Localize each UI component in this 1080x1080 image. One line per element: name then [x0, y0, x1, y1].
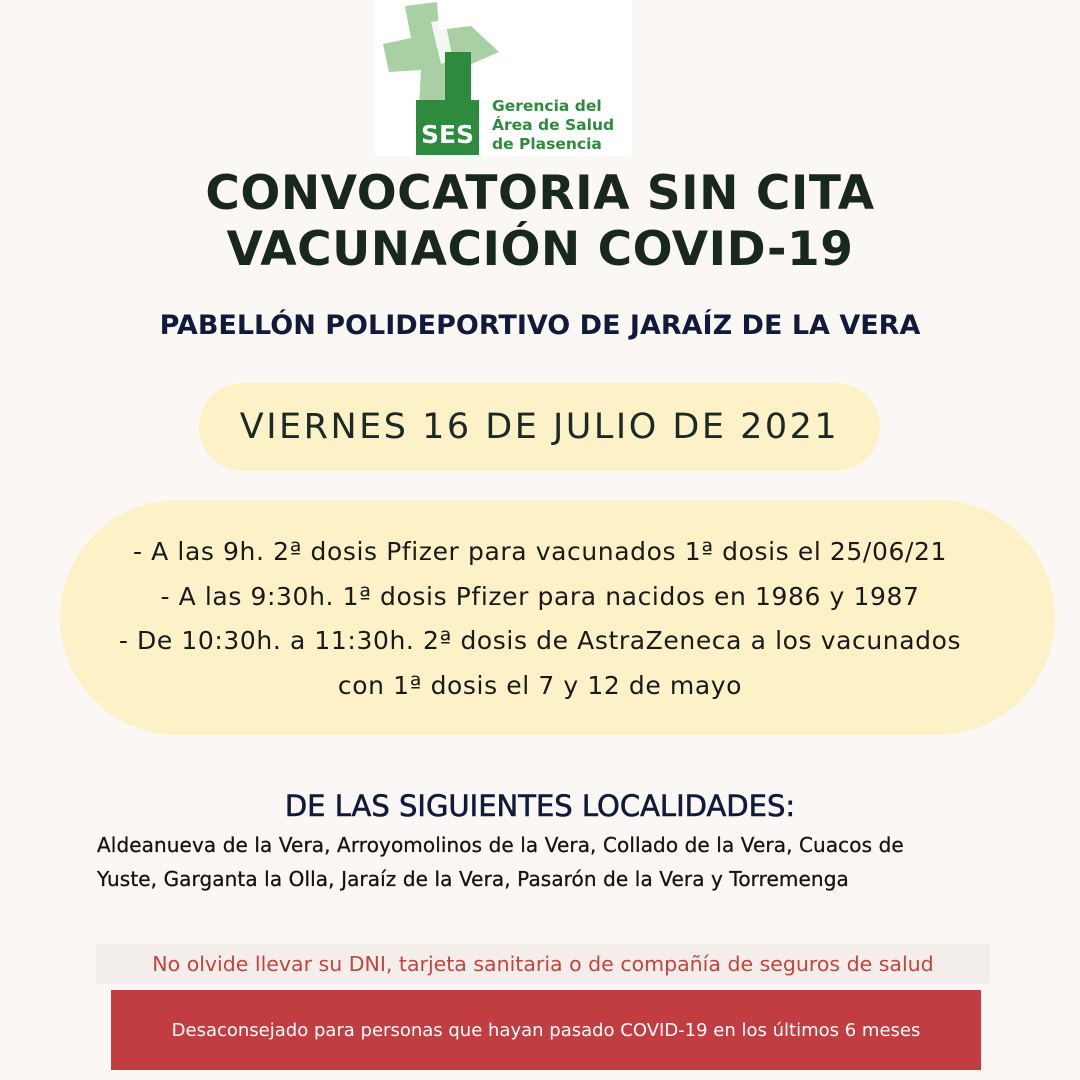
- ses-abbreviation: SES: [420, 120, 475, 149]
- logo-line-1: Gerencia del: [492, 97, 602, 115]
- schedule-line: con 1ª dosis el 7 y 12 de mayo: [337, 670, 743, 700]
- logo-line-2: Área de Salud: [492, 116, 615, 134]
- covid-warning-text: Desaconsejado para personas que hayan pasado COVID-19 en los últimos 6 meses: [171, 1019, 921, 1041]
- schedule-line: - A las 9:30h. 1ª dosis Pfizer para nacidos en 1986 y 1987: [160, 581, 920, 611]
- date-text: VIERNES 16 DE JULIO DE 2021: [239, 407, 840, 447]
- cross-dark-bar: [445, 52, 471, 102]
- covid-warning-banner: [111, 990, 981, 1070]
- localities-list: [97, 828, 1057, 896]
- schedule-line: - A las 9h. 2ª dosis Pfizer para vacunados 1ª dosis el 25/06/21: [132, 537, 948, 566]
- id-notice: [96, 944, 990, 984]
- title-line-2: VACUNACIÓN COVID-19: [226, 222, 854, 277]
- localities-line-2: Yuste, Garganta la Olla, Jaraíz de la Vera, Pasarón de la Vera y Torremenga: [97, 867, 849, 891]
- id-notice-text: No olvide llevar su DNI, tarjeta sanitaria o de compañía de seguros de salud: [152, 952, 934, 976]
- schedule-line: - De 10:30h. a 11:30h. 2ª dosis de AstraZeneca a los vacunados: [118, 626, 962, 655]
- logo-caption: [492, 97, 614, 154]
- ses-logo: [375, 0, 632, 156]
- title-line-1: CONVOCATORIA SIN CITA: [205, 166, 875, 221]
- schedule-list: [0, 530, 1080, 708]
- venue-name: PABELLÓN POLIDEPORTIVO DE JARAÍZ DE LA VERA: [159, 310, 921, 341]
- logo-line-3: de Plasencia: [492, 135, 602, 153]
- localities-heading: DE LAS SIGUIENTES LOCALIDADES:: [284, 789, 796, 823]
- localities-line-1: Aldeanueva de la Vera, Arroyomolinos de la Vera, Collado de la Vera, Cuacos de: [97, 833, 904, 857]
- date-badge: [199, 383, 880, 471]
